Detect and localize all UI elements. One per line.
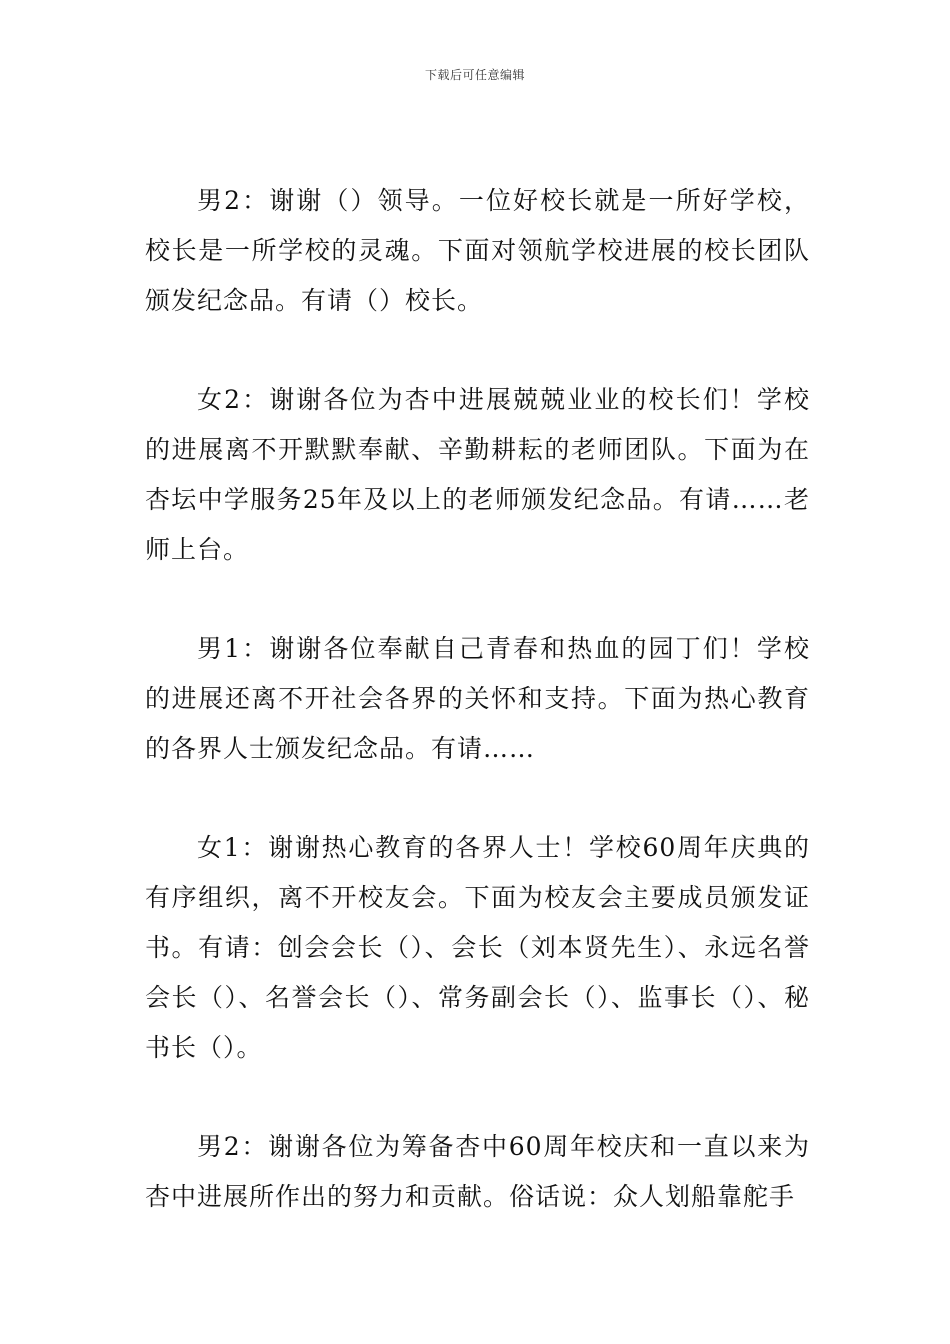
paragraph: 女1：谢谢热心教育的各界人士！学校60周年庆典的有序组织，离不开校友会。下面为校友会主要成员颁发证书。有请：创会会长（）、会长（刘本贤先生）、永远名誉会长（）、名誉会长（）、常务副会长（）、监事长（）、秘书长（）。 [145,833,810,1062]
paragraph: 女2：谢谢各位为杏中进展兢兢业业的校长们！学校的进展离不开默默奉献、辛勤耕耘的老师团队。下面为在杏坛中学服务25年及以上的老师颁发纪念品。有请……老师上台。 [145,385,810,564]
paragraph: 男2：谢谢各位为筹备杏中60周年校庆和一直以来为杏中进展所作出的努力和贡献。俗话说：众人划船靠舵手 [145,1132,810,1211]
paragraph: 男2：谢谢（）领导。一位好校长就是一所好学校，校长是一所学校的灵魂。下面对领航学校进展的校长团队颁发纪念品。有请（）校长。 [145,186,810,315]
document-body [145,176,810,1271]
paragraph: 男1：谢谢各位奉献自己青春和热血的园丁们！学校的进展还离不开社会各界的关怀和支持。下面为热心教育的各界人士颁发纪念品。有请…… [145,634,810,763]
page-header: 下载后可任意编辑 [424,68,525,82]
